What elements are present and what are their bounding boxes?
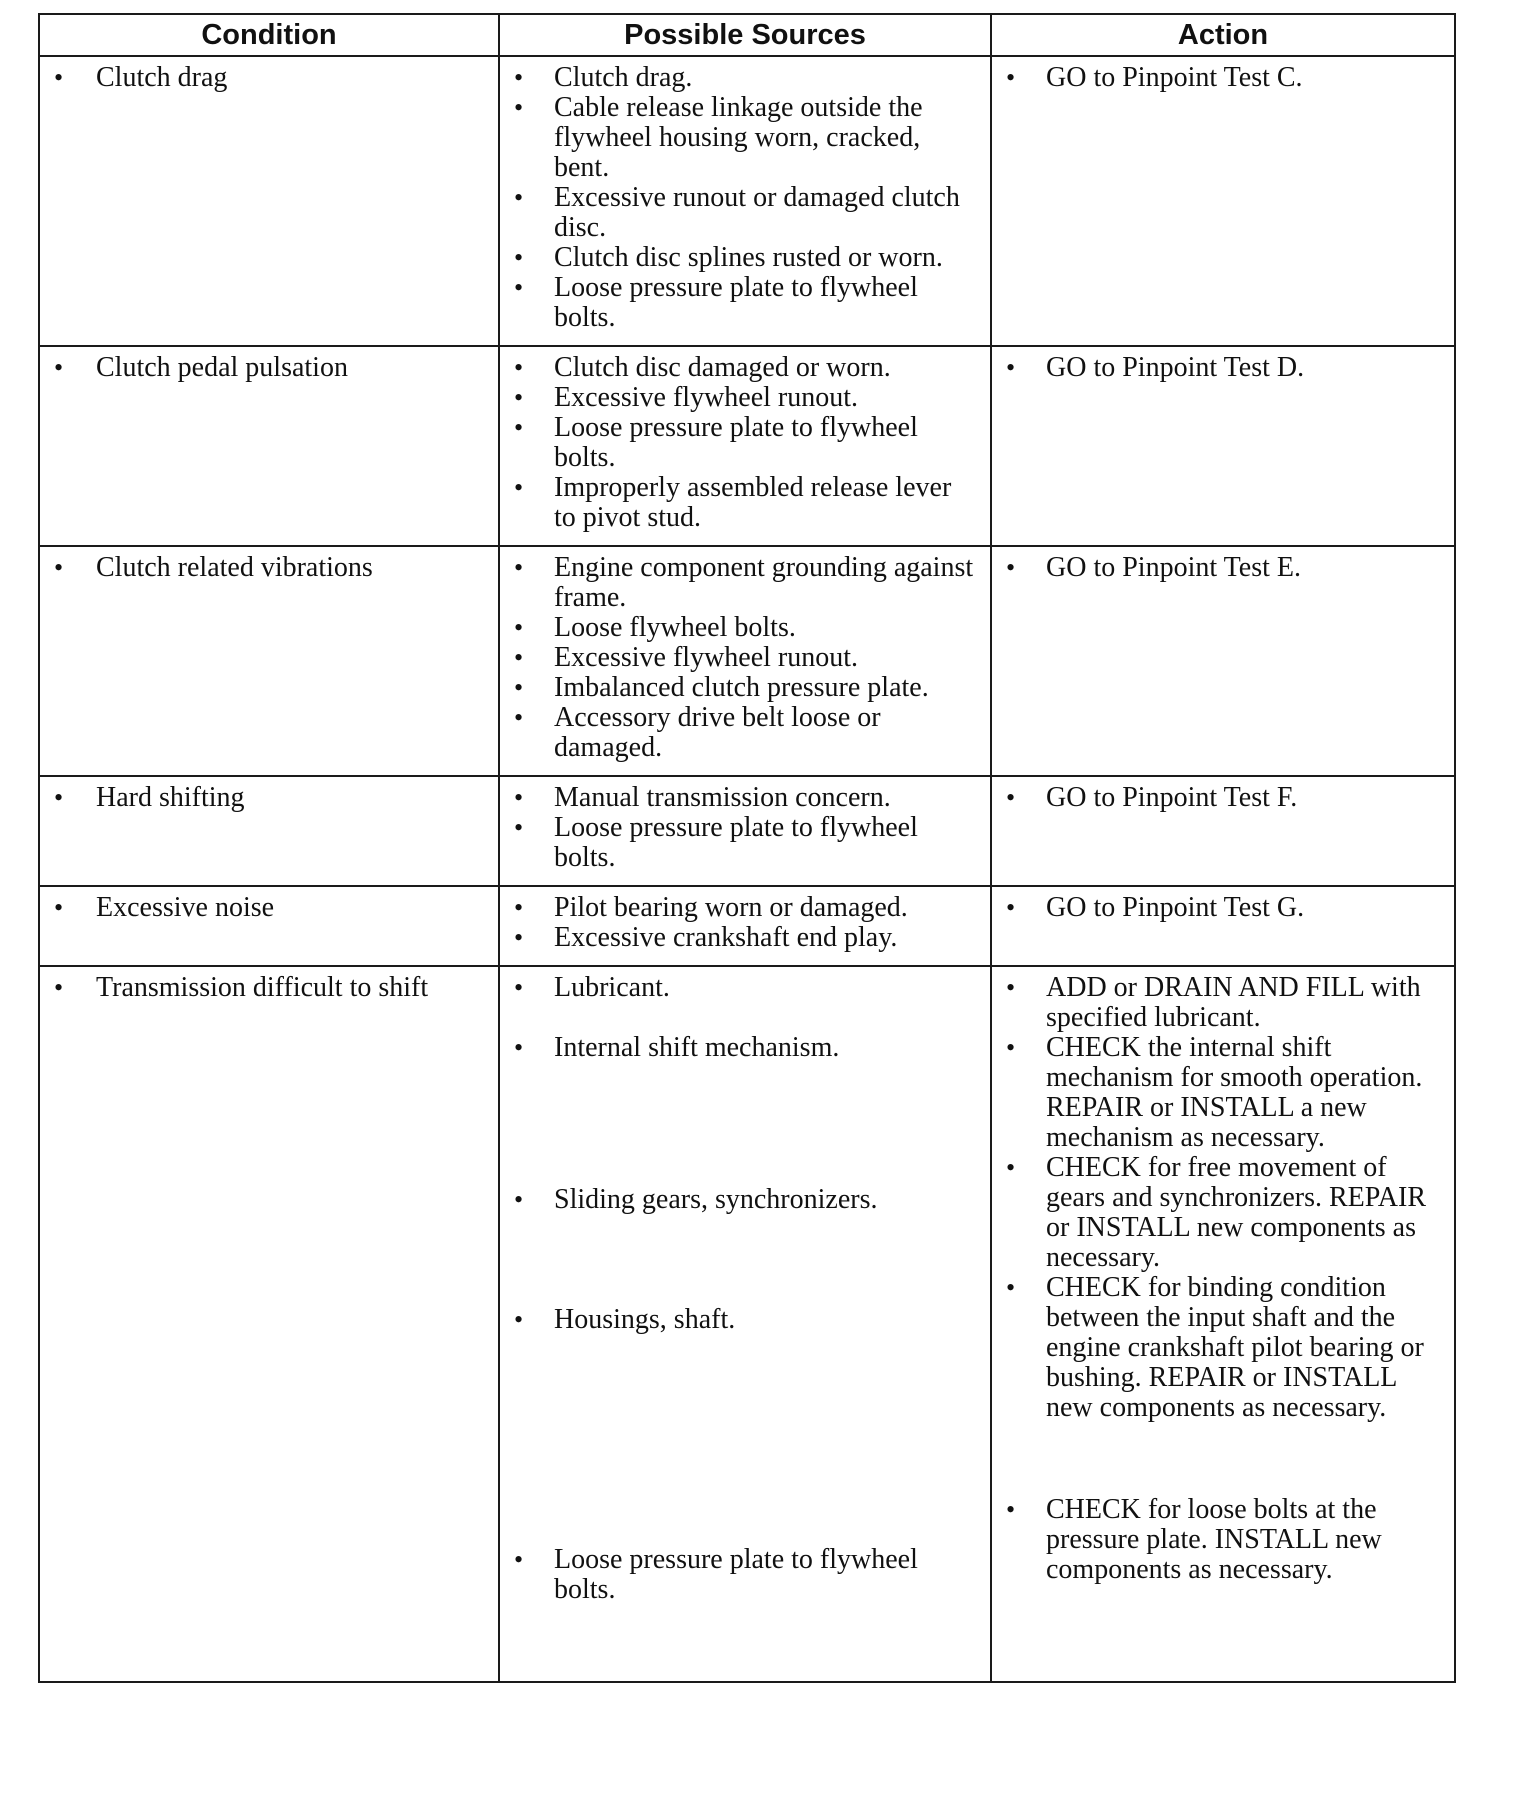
source-text: Excessive crankshaft end play. (554, 922, 898, 953)
bullet-icon: • (54, 783, 64, 812)
table-row (39, 56, 1455, 346)
bullet-icon: • (514, 353, 524, 382)
source-item (510, 783, 980, 813)
action-item (1002, 1033, 1444, 1153)
header-action: Action (991, 14, 1455, 56)
source-text: Internal shift mechanism. (554, 1032, 840, 1063)
bullet-icon: • (514, 383, 524, 412)
table-body (39, 56, 1455, 1682)
bullet-icon: • (1006, 1495, 1016, 1524)
sources-cell (499, 56, 991, 346)
condition-item (50, 353, 488, 383)
action-item (1002, 1495, 1444, 1585)
condition-item (50, 893, 488, 923)
diagnosis-table (38, 13, 1456, 1683)
source-item (510, 183, 980, 243)
bullet-icon: • (514, 273, 524, 302)
source-text: Sliding gears, synchronizers. (554, 1184, 878, 1215)
condition-item (50, 553, 488, 583)
source-text: Accessory drive belt loose or damaged. (554, 702, 881, 763)
condition-text: Clutch drag (96, 62, 228, 93)
condition-item (50, 973, 488, 1003)
table-row (39, 546, 1455, 776)
action-item (1002, 553, 1444, 583)
header-condition: Condition (39, 14, 499, 56)
condition-item (50, 783, 488, 813)
source-text: Excessive flywheel runout. (554, 642, 859, 673)
table-header (39, 14, 1455, 56)
action-item (1002, 1273, 1444, 1423)
sources-cell (499, 966, 991, 1682)
bullet-icon: • (514, 973, 524, 1002)
condition-text: Transmission difficult to shift (96, 972, 429, 1003)
source-text: Housings, shaft. (554, 1304, 736, 1335)
bullet-icon: • (514, 1033, 524, 1062)
source-text: Improperly assembled release lever to pivot stud. (554, 472, 952, 533)
action-cell (991, 56, 1455, 346)
bullet-icon: • (1006, 783, 1016, 812)
action-text: GO to Pinpoint Test E. (1046, 552, 1301, 583)
condition-text: Clutch pedal pulsation (96, 352, 348, 383)
source-item (510, 813, 980, 873)
source-item (510, 1305, 980, 1335)
source-item (510, 553, 980, 613)
source-text: Excessive flywheel runout. (554, 382, 859, 413)
header-row (39, 14, 1455, 56)
source-text: Imbalanced clutch pressure plate. (554, 672, 929, 703)
source-item (510, 893, 980, 923)
action-text: GO to Pinpoint Test D. (1046, 352, 1305, 383)
bullet-icon: • (54, 973, 64, 1002)
condition-cell (39, 546, 499, 776)
source-item (510, 973, 980, 1003)
bullet-icon: • (514, 93, 524, 122)
source-item (510, 703, 980, 763)
bullet-icon: • (514, 473, 524, 502)
source-text: Clutch drag. (554, 62, 693, 93)
bullet-icon: • (1006, 1273, 1016, 1302)
source-text: Clutch disc damaged or worn. (554, 352, 891, 383)
table-row (39, 346, 1455, 546)
source-item (510, 413, 980, 473)
condition-cell (39, 776, 499, 886)
bullet-icon: • (514, 1305, 524, 1334)
bullet-icon: • (514, 243, 524, 272)
bullet-icon: • (1006, 553, 1016, 582)
source-item (510, 353, 980, 383)
bullet-icon: • (514, 1185, 524, 1214)
bullet-icon: • (514, 63, 524, 92)
source-text: Manual transmission concern. (554, 782, 891, 813)
source-item (510, 473, 980, 533)
bullet-icon: • (514, 673, 524, 702)
source-item (510, 613, 980, 643)
action-text: GO to Pinpoint Test G. (1046, 892, 1305, 923)
bullet-icon: • (54, 63, 64, 92)
source-text: Cable release linkage outside the flywheel housing worn, cracked, bent. (554, 92, 923, 183)
condition-item (50, 63, 488, 93)
action-item (1002, 353, 1444, 383)
bullet-icon: • (514, 413, 524, 442)
condition-cell (39, 886, 499, 966)
table-row (39, 776, 1455, 886)
source-item (510, 63, 980, 93)
bullet-icon: • (514, 783, 524, 812)
action-item (1002, 893, 1444, 923)
action-text: CHECK for free movement of gears and synchronizers. REPAIR or INSTALL new components as necessary. (1046, 1152, 1427, 1273)
source-text: Loose pressure plate to flywheel bolts. (554, 272, 918, 333)
bullet-icon: • (1006, 63, 1016, 92)
action-text: ADD or DRAIN AND FILL with specified lubricant. (1046, 972, 1421, 1033)
bullet-icon: • (1006, 1153, 1016, 1182)
source-item (510, 383, 980, 413)
source-item (510, 1185, 980, 1215)
sources-cell (499, 346, 991, 546)
action-text: GO to Pinpoint Test C. (1046, 62, 1303, 93)
bullet-icon: • (1006, 973, 1016, 1002)
source-item (510, 643, 980, 673)
condition-text: Clutch related vibrations (96, 552, 373, 583)
bullet-icon: • (1006, 893, 1016, 922)
action-text: GO to Pinpoint Test F. (1046, 782, 1298, 813)
condition-cell (39, 966, 499, 1682)
source-text: Loose pressure plate to flywheel bolts. (554, 1544, 918, 1605)
bullet-icon: • (54, 553, 64, 582)
header-possible-sources: Possible Sources (499, 14, 991, 56)
action-item (1002, 63, 1444, 93)
action-item (1002, 973, 1444, 1033)
bullet-icon: • (514, 923, 524, 952)
source-text: Pilot bearing worn or damaged. (554, 892, 908, 923)
bullet-icon: • (514, 183, 524, 212)
sources-cell (499, 546, 991, 776)
bullet-icon: • (514, 893, 524, 922)
source-text: Engine component grounding against frame. (554, 552, 974, 613)
source-text: Excessive runout or damaged clutch disc. (554, 182, 960, 243)
bullet-icon: • (54, 893, 64, 922)
action-text: CHECK for binding condition between the input shaft and the engine crankshaft pilot bearing or bushing. REPAIR or INSTALL new components as necessary. (1046, 1272, 1424, 1423)
bullet-icon: • (514, 643, 524, 672)
source-item (510, 93, 980, 183)
action-cell (991, 886, 1455, 966)
action-cell (991, 346, 1455, 546)
bullet-icon: • (514, 613, 524, 642)
bullet-icon: • (54, 353, 64, 382)
condition-cell (39, 56, 499, 346)
source-text: Clutch disc splines rusted or worn. (554, 242, 943, 273)
source-item (510, 1545, 980, 1605)
action-item (1002, 783, 1444, 813)
condition-text: Hard shifting (96, 782, 245, 813)
sources-cell (499, 886, 991, 966)
bullet-icon: • (1006, 353, 1016, 382)
source-item (510, 1033, 980, 1063)
action-cell (991, 776, 1455, 886)
source-text: Loose flywheel bolts. (554, 612, 796, 643)
source-item (510, 923, 980, 953)
bullet-icon: • (1006, 1033, 1016, 1062)
source-text: Loose pressure plate to flywheel bolts. (554, 412, 918, 473)
bullet-icon: • (514, 703, 524, 732)
source-text: Lubricant. (554, 972, 670, 1003)
source-item (510, 243, 980, 273)
condition-cell (39, 346, 499, 546)
sources-cell (499, 776, 991, 886)
action-text: CHECK the internal shift mechanism for smooth operation. REPAIR or INSTALL a new mechanism as necessary. (1046, 1032, 1423, 1153)
source-item (510, 273, 980, 333)
condition-text: Excessive noise (96, 892, 275, 923)
table-row (39, 886, 1455, 966)
bullet-icon: • (514, 1545, 524, 1574)
source-text: Loose pressure plate to flywheel bolts. (554, 812, 918, 873)
action-item (1002, 1153, 1444, 1273)
bullet-icon: • (514, 553, 524, 582)
action-text: CHECK for loose bolts at the pressure plate. INSTALL new components as necessary. (1046, 1494, 1382, 1585)
action-cell (991, 966, 1455, 1682)
source-item (510, 673, 980, 703)
bullet-icon: • (514, 813, 524, 842)
table-row (39, 966, 1455, 1682)
action-cell (991, 546, 1455, 776)
